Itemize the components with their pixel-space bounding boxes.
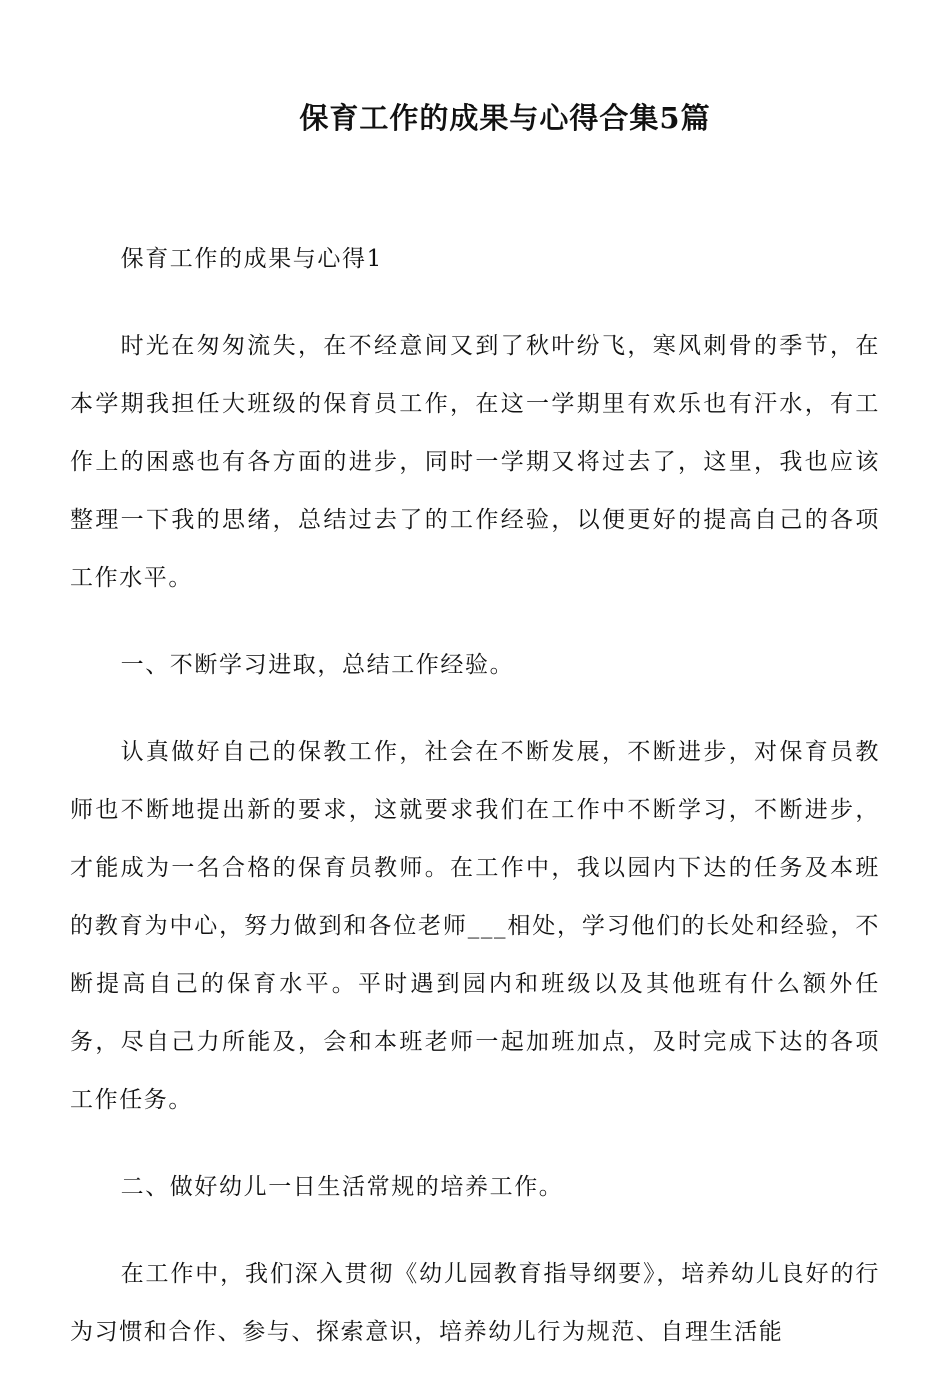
document-title: 保育工作的成果与心得合集5篇 [299,101,711,135]
document-body [70,230,880,1390]
section-heading-1: 保育工作的成果与心得1 [120,246,383,272]
paragraph-intro: 时光在匆匆流失，在不经意间又到了秋叶纷飞，寒风刺骨的季节，在本学期我担任大班级的保育员工作，在这一学期里有欢乐也有汗水，有工作上的困惑也有各方面的进步，同时一学期又将过去了，这里，我也应该整理一下我的思绪，总结过去了的工作经验，以便更好的提高自己的各项工作水平。 [70,333,880,591]
section-heading-learning: 一、不断学习进取，总结工作经验。 [120,652,515,678]
paragraph-learning: 认真做好自己的保教工作，社会在不断发展，不断进步，对保育员教师也不断地提出新的要求，这就要求我们在工作中不断学习，不断进步，才能成为一名合格的保育员教师。在工作中，我以园内下达的任务及本班的教育为中心，努力做到和各位老师___相处，学习他们的长处和经验，不断提高自己的保育水平。平时遇到园内和班级以及其他班有什么额外任务，尽自己力所能及，会和本班老师一起加班加点，及时完成下达的各项工作任务。 [70,739,880,1113]
section-heading-daily-routine: 二、做好幼儿一日生活常规的培养工作。 [120,1174,564,1200]
paragraph-daily-routine: 在工作中，我们深入贯彻《幼儿园教育指导纲要》，培养幼儿良好的行为习惯和合作、参与、探索意识，培养幼儿行为规范、自理生活能 [70,1261,880,1345]
